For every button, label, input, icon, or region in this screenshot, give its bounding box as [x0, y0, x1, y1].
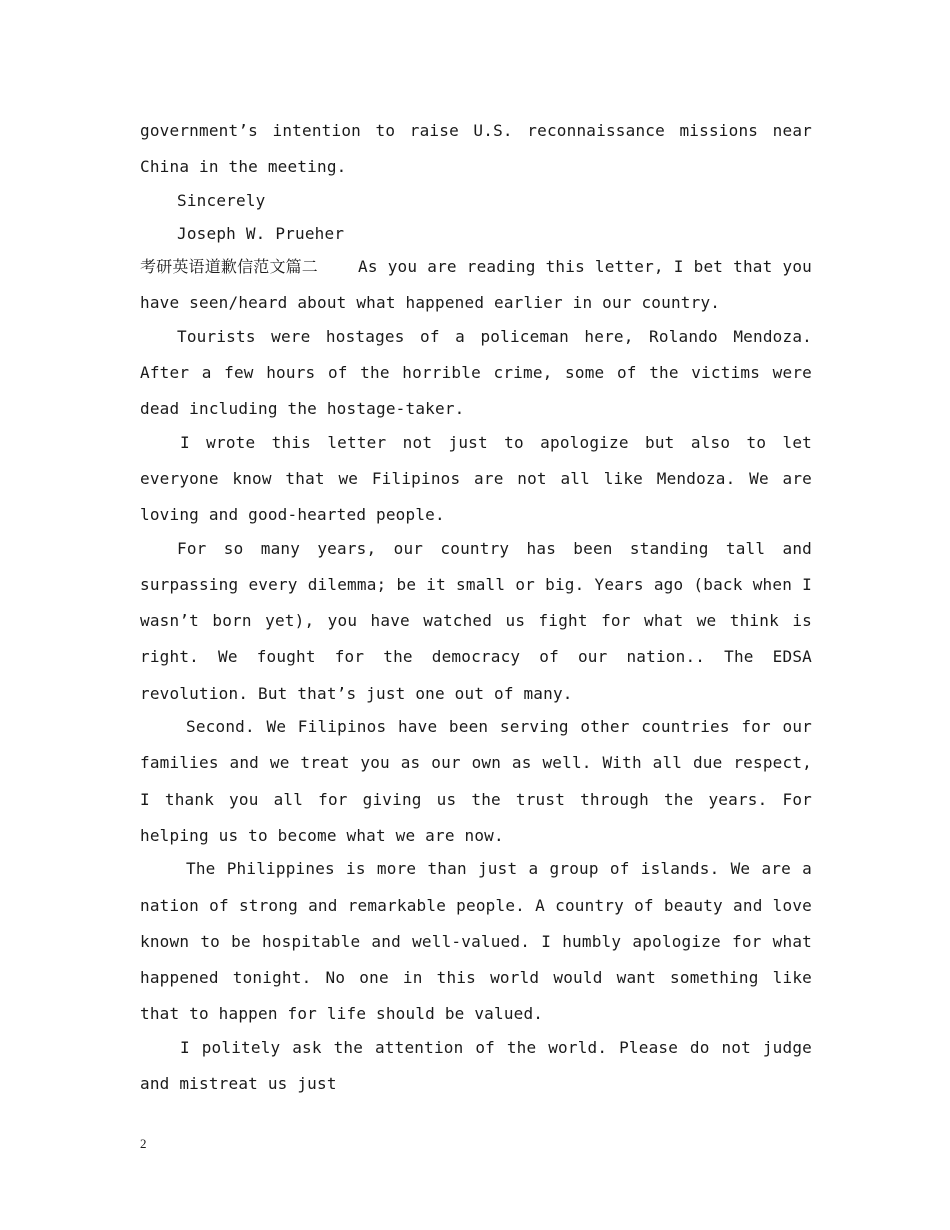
paragraph-apology: I wrote this letter not just to apologize but also to let everyone know that we Filipinos are not all like Mendoza. We are loving and good-hearted people. [140, 432, 812, 525]
paragraph-request: I politely ask the attention of the world. Please do not judge and mistreat us just [140, 1037, 812, 1094]
signoff-sincerely: Sincerely [177, 190, 266, 210]
paragraph-tourists: Tourists were hostages of a policeman here, Rolando Mendoza. After a few hours of the horrible crime, some of the victims were dead including the hostage-taker. [140, 326, 812, 419]
paragraph-closing-line: government’s intention to raise U.S. reconnaissance missions near China in the meeting. [140, 121, 812, 177]
paragraph-sample-two-intro [140, 249, 812, 322]
letter-body [140, 113, 812, 1102]
section-heading: 考研英语道歉信范文篇二 [140, 257, 318, 277]
signature-name: Joseph W. Prueher [177, 223, 345, 243]
intro-text: As you are reading this letter, I bet that you have seen/heard about what happened earlier in our country. [140, 257, 812, 313]
page-number: 2 [140, 1136, 147, 1151]
paragraph-philippines: The Philippines is more than just a group of islands. We are a nation of strong and remarkable people. A country of beauty and love known to be hospitable and well-valued. I humbly apologize for what happened tonight. No one in this world would want something like that to happen for life should be valued. [140, 859, 812, 1024]
paragraph-service: Second. We Filipinos have been serving other countries for our families and we treat you as our own as well. With all due respect, I thank you all for giving us the trust through the years. For helping us to become what we are now. [140, 717, 812, 845]
paragraph-history: For so many years, our country has been standing tall and surpassing every dilemma; be it small or big. Years ago (back when I wasn’t born yet), you have watched us fight for what we think is right. We fought for the democracy of our nation.. The EDSA revolution. But that’s just one out of many. [140, 538, 812, 703]
